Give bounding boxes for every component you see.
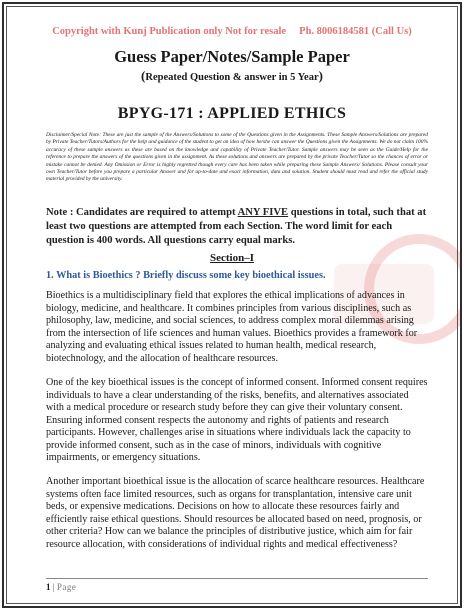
- document-title: Guess Paper/Notes/Sample Paper: [114, 47, 350, 66]
- footer-separator: |: [50, 582, 57, 592]
- subtitle-open-paren: (: [141, 68, 146, 83]
- note-text-after: questions in total, such that at least two questions are attempted from each Section. The word limit for each question is 400 words. All questions carry equal marks.: [46, 207, 427, 246]
- section-heading: Section–I: [210, 252, 254, 264]
- page-frame: [2, 2, 462, 608]
- answer-paragraph: Another important bioethical issue is the allocation of scarce healthcare resources. Healthcare systems often face limited resources, such as organs for transplantation, intensive care unit beds, or expensive medications. Decisions on how to allocate these resources fairly and efficiently raise ethical questions. Should resources be allocated based on need, prognosis, or other criteria? How can we balance the principles of distributive justice, which aim for fair resource allocation, with considerations of individual rights and medical effectiveness?: [46, 476, 425, 550]
- page-footer: [46, 582, 76, 592]
- disclaimer-text: Disclaimer/Special Note: These are just the sample of the Answers/Solutions to some of the Questions given in the Assignments. These Sample Answers/Solutions are prepared by Private Teacher/Tutors/Authors for the help and guidance of the student to get an idea of how he/she can answer the Questions given the Assignments. We do not claim 100% accuracy of these sample answers as these are based on the knowledge and capability of Private Teacher/Tutor. Sample answers may be seen as the Guide/Help for the reference to prepare the answers of the questions given in the assignment. As these solutions and answers are prepared by the private Teacher/Tutor so the chances of error or mistake cannot be denied. Any Omission or Error is highly regretted though every care has been taken while preparing these Sample Answers/ Solutions. Please consult your own Teacher/Tutor before you prepare a particular Answer and for up-to-date and exact information, data and solution. Student should must read and refer the official study material provided by the university.: [46, 132, 428, 183]
- answer-paragraph: One of the key bioethical issues is the concept of informed consent. Informed consent requires individuals to have a clear understanding of the risks, benefits, and alternatives associated with a medical procedure or research study before they can give their voluntary consent. Ensuring informed consent respects the autonomy and rights of patients and research participants. However, challenges arise in situations where individuals lack the capacity to provide informed consent, such as in the case of minors, individuals with cognitive impairments, or emergency situations.: [46, 377, 428, 464]
- question-heading: 1. What is Bioethics ? Briefly discuss some key bioethical issues.: [46, 270, 326, 281]
- subtitle-close-paren: ): [318, 68, 323, 83]
- exam-note: [46, 206, 428, 248]
- note-emphasis: ANY FIVE: [237, 207, 289, 218]
- answer-paragraph: Bioethics is a multidisciplinary field that explores the ethical implications of advances in biology, medicine, and healthcare. It combines principles from various disciplines, such as philosophy, law, medicine, and social sciences, to address complex moral dilemmas arising from the intersection of life sciences and human values. Bioethics provides a framework for analyzing and evaluating ethical issues related to human health, medical research, biotechnology, and the allocation of healthcare resources.: [46, 290, 418, 364]
- note-text-before: Note : Candidates are required to attempt: [46, 207, 238, 218]
- footer-divider: [46, 578, 428, 579]
- document-subtitle: [4, 68, 460, 84]
- page-label: Page: [56, 582, 77, 592]
- page-number: 1: [46, 582, 51, 592]
- subtitle-text: Repeated Question & answer in 5 Year: [145, 72, 319, 83]
- course-title: BPYG-171 : APPLIED ETHICS: [117, 105, 347, 122]
- copyright-notice: Copyright with Kunj Publication only Not for resale Ph. 8006184581 (Call Us): [52, 26, 412, 37]
